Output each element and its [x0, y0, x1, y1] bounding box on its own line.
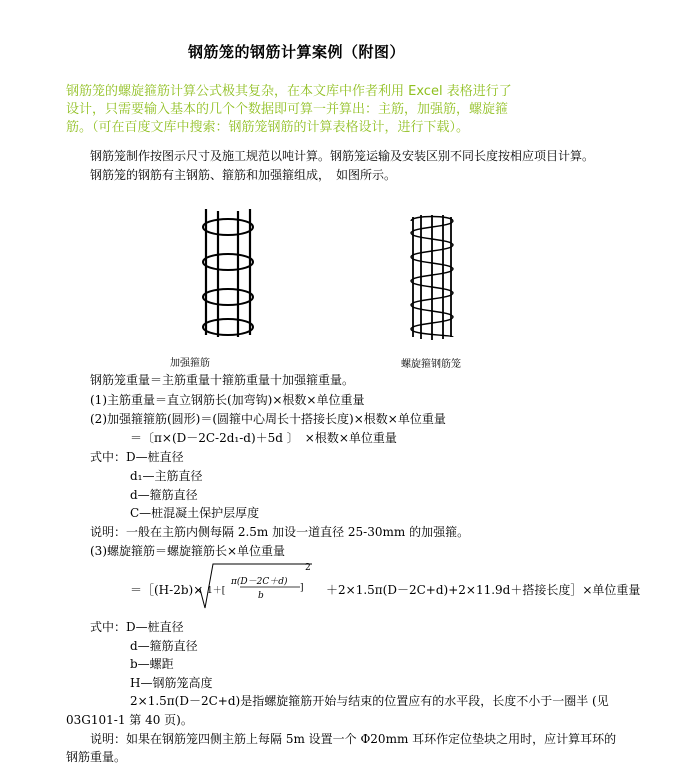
legend-d1: d₁—主筋直径 [130, 469, 203, 483]
figure-caption-2: 螺旋箍钢筋笼 [401, 359, 461, 370]
hoop-formula: ＝〔π×(D－2C-2d₁-d)＋5d 〕 ×根数×单位重量 [130, 431, 397, 445]
spiral-formula-exponent: 2 [305, 563, 311, 573]
explanation-line-2: 03G101-1 第 40 页)。 [66, 713, 193, 727]
note-2: 说明：如果在钢筋笼四侧主筋上每隔 5m 设置一个 Φ20mm 耳环作定位垫块之用时，应计算耳环的 [90, 732, 617, 746]
spiral-formula-one: 1＋[ [207, 586, 226, 596]
legend-d: d—箍筋直径 [130, 488, 198, 502]
legend-D: 式中：D—桩直径 [90, 450, 184, 464]
spiral-formula-start: ＝［(H-2b)× [130, 583, 204, 597]
paragraph-2: 钢筋笼的钢筋有主钢筋、箍筋和加强箍组成， 如图所示。 [90, 168, 397, 182]
legend-C: C—桩混凝土保护层厚度 [130, 506, 260, 520]
paragraph-1: 钢筋笼制作按图示尺寸及施工规范以吨计算。钢筋笼运输及安装区别不同长度按相应项目计算。 [90, 149, 595, 163]
legend2-b: b—螺距 [130, 657, 174, 671]
spiral-formula-bracket: ] [300, 583, 304, 593]
spiral-formula-denominator: b [258, 591, 264, 601]
spiral-hoop-cage-figure [405, 213, 460, 343]
cage-weight-line: 钢筋笼重量＝主筋重量十箍筋重量十加强箍重量。 [90, 373, 355, 387]
hoop-weight-line: (2)加强箍箍筋(圆形)＝(圆箍中心周长十搭接长度)×根数×单位重量 [90, 412, 446, 426]
main-bar-weight-line: (1)主筋重量＝直立钢筋长(加弯钩)×根数×单位重量 [90, 393, 365, 407]
legend2-D: 式中：D—桩直径 [90, 620, 184, 634]
spiral-formula-rest: ＋2×1.5π(D－2C+d)+2×11.9d＋搭接长度］×单位重量 [326, 583, 641, 597]
explanation-line-1: 2×1.5π(D－2C+d)是指螺旋箍筋开始与结束的位置应有的水平段，长度不小于一圈半 (见 [130, 694, 609, 708]
page-title: 钢筋笼的钢筋计算案例（附图） [188, 43, 406, 61]
intro-line-1: 钢筋笼的螺旋箍筋计算公式极其复杂，在本文库中作者利用 Excel 表格进行了 [66, 84, 512, 99]
spiral-weight-line: (3)螺旋箍筋＝螺旋箍筋长×单位重量 [90, 544, 286, 558]
legend2-H: H—钢筋笼高度 [130, 676, 213, 690]
intro-line-2: 设计，只需要输入基本的几个个数据即可算一并算出：主筋，加强筋，螺旋箍 [66, 102, 509, 117]
spiral-formula-numerator: π(D－2C＋d) [231, 577, 288, 587]
note-2-continued: 钢筋重量。 [66, 750, 127, 764]
note-1: 说明：一般在主筋内侧每隔 2.5m 加设一道直径 25-30mm 的加强箍。 [90, 525, 470, 539]
figure-caption-1: 加强箍筋 [170, 358, 210, 369]
intro-line-3: 筋。（可在百度文库中搜索：钢筋笼钢筋的计算表格设计，进行下载）。 [66, 120, 470, 135]
reinforced-hoop-cage-figure [188, 205, 268, 340]
legend2-d: d—箍筋直径 [130, 639, 198, 653]
